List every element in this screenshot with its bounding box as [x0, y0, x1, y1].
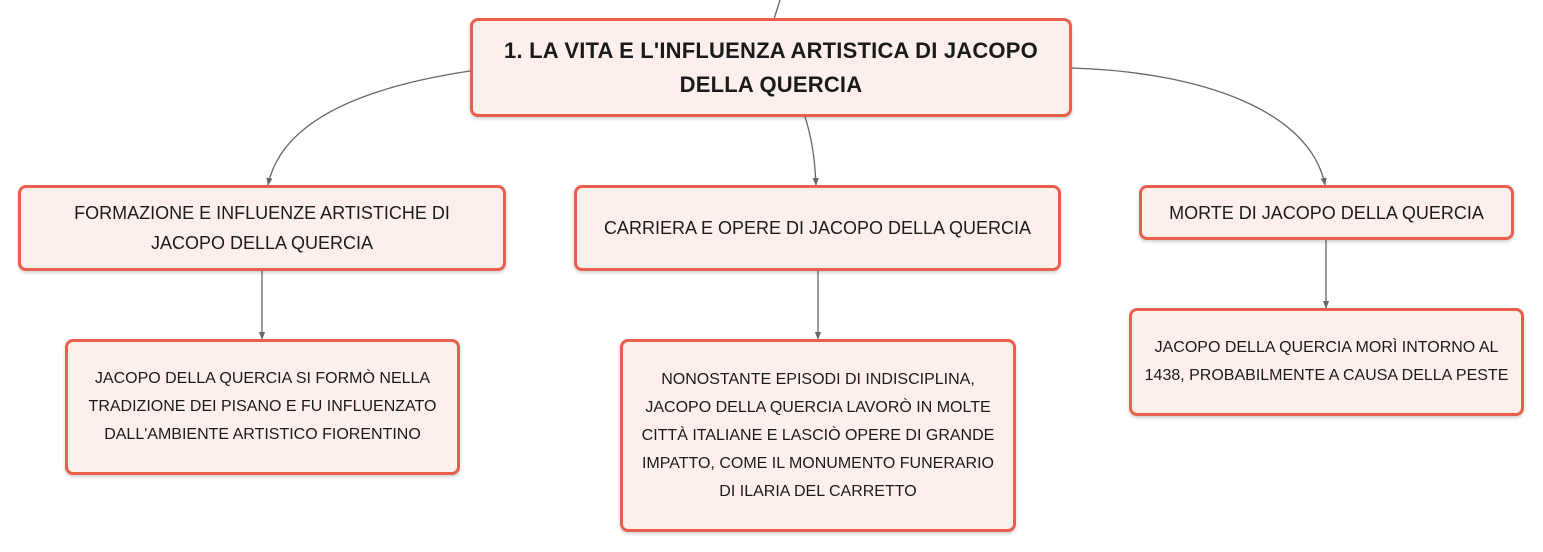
- topic-label-morte: MORTE DI JACOPO DELLA QUERCIA: [1169, 202, 1484, 223]
- detail-node-morte[interactable]: [1129, 308, 1524, 416]
- detail-text-morte: JACOPO DELLA QUERCIA MORÌ INTORNO AL 1438, PROBABILMENTE A CAUSA DELLA PESTE: [1144, 339, 1509, 384]
- topic-label-carriera: CARRIERA E OPERE DI JACOPO DELLA QUERCIA: [603, 218, 1032, 238]
- connector-root-to-morte: [1072, 68, 1325, 185]
- detail-node-carriera[interactable]: [620, 339, 1016, 532]
- detail-text-carriera: NONOSTANTE EPISODI DI INDISCIPLINA, JACOPO DELLA QUERCIA LAVORÒ IN MOLTE CITTÀ ITALIANE E LASCIÒ OPERE DI GRANDE IMPATTO, COME IL MONUMENTO FUNERARIO DI ILARIA DEL CARRETTO: [641, 370, 995, 500]
- topic-node-morte[interactable]: [1139, 185, 1514, 240]
- root-topic-node[interactable]: [470, 18, 1072, 117]
- root-topic-label: 1. LA VITA E L'INFLUENZA ARTISTICA DI JACOPO DELLA QUERCIA: [504, 37, 1038, 97]
- topic-node-carriera[interactable]: [574, 185, 1061, 271]
- connector-root-to-carriera: [805, 117, 816, 185]
- topic-label-formazione: FORMAZIONE E INFLUENZE ARTISTICHE DI JACOPO DELLA QUERCIA: [74, 203, 450, 253]
- connector-parent-to-root: [774, 0, 780, 19]
- connector-root-to-formazione: [268, 71, 470, 185]
- detail-text-formazione: JACOPO DELLA QUERCIA SI FORMÒ NELLA TRADIZIONE DEI PISANO E FU INFLUENZATO DALL'AMBIENTE ARTISTICO FIORENTINO: [88, 370, 437, 443]
- topic-node-formazione[interactable]: [18, 185, 506, 271]
- detail-node-formazione[interactable]: [65, 339, 460, 475]
